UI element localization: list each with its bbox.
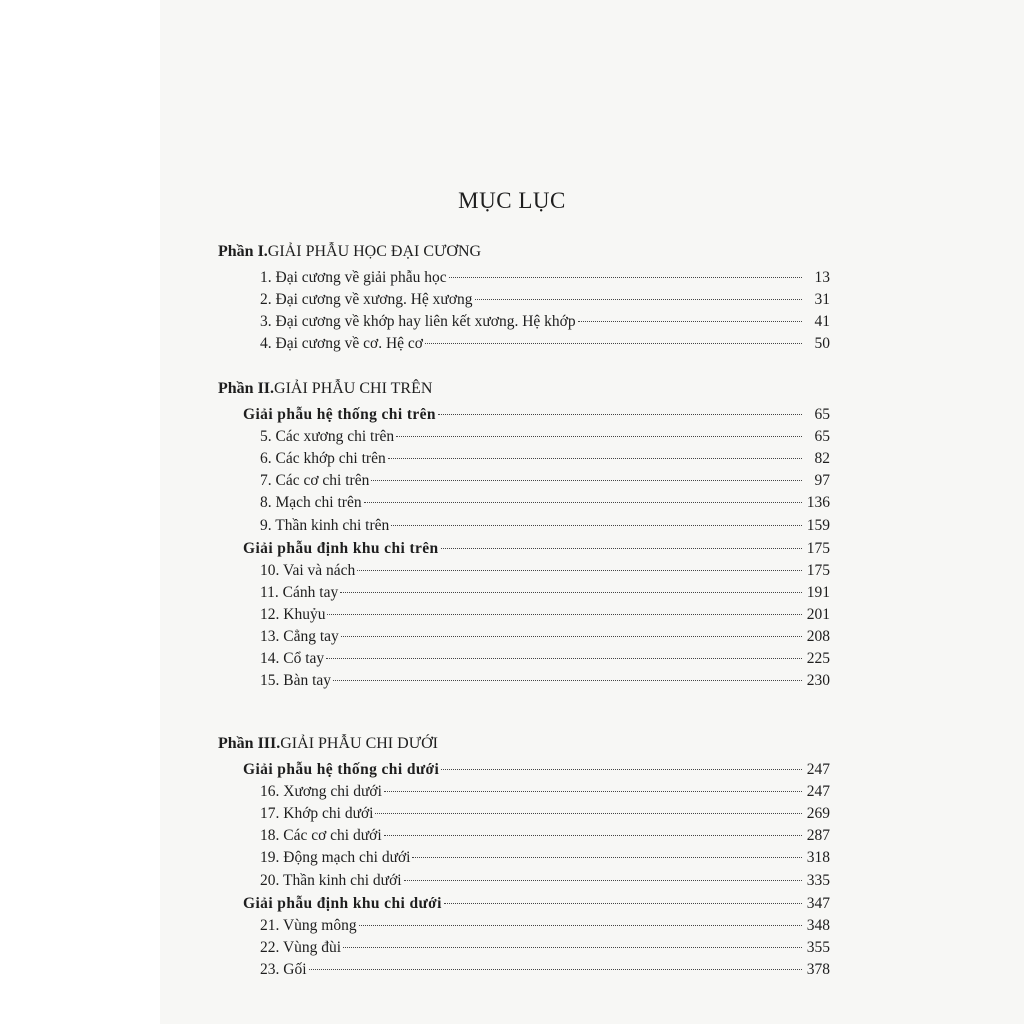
dot-leader bbox=[309, 969, 803, 970]
dot-leader bbox=[375, 813, 802, 814]
dot-leader bbox=[327, 614, 802, 615]
page-number: 50 bbox=[814, 335, 830, 353]
entry-label: 1. Đại cương về giải phẫu học bbox=[260, 269, 447, 286]
entry-label: 11. Cánh tay bbox=[260, 583, 339, 601]
chapter-entry[interactable] bbox=[260, 627, 830, 647]
dot-leader bbox=[333, 680, 802, 681]
page-number: 175 bbox=[806, 539, 830, 557]
page-number: 208 bbox=[806, 628, 830, 645]
page-number: 335 bbox=[806, 871, 830, 889]
dot-leader bbox=[578, 321, 802, 322]
page-number: 225 bbox=[806, 650, 830, 668]
entry-label: 2. Đại cương về xương. Hệ xương bbox=[260, 291, 473, 309]
dot-leader bbox=[341, 636, 802, 637]
dot-leader bbox=[388, 458, 802, 459]
chapter-entry[interactable] bbox=[260, 649, 830, 669]
entry-label: Giải phẫu hệ thống chi trên bbox=[243, 406, 436, 423]
page-title: MỤC LỤC bbox=[458, 188, 566, 213]
dot-leader bbox=[412, 857, 802, 858]
page-number: 347 bbox=[806, 894, 830, 912]
part-prefix: Phần III. bbox=[218, 735, 281, 752]
entry-label: 23. Gối bbox=[260, 960, 307, 978]
page-number: 348 bbox=[806, 916, 830, 934]
part-title: GIẢI PHẪU HỌC ĐẠI CƯƠNG bbox=[267, 243, 482, 260]
entry-label: 17. Khớp chi dưới bbox=[260, 805, 374, 823]
part-prefix: Phần II. bbox=[218, 380, 275, 397]
page-number: 201 bbox=[806, 605, 830, 623]
part-prefix: Phần I. bbox=[218, 243, 268, 260]
section-entry[interactable] bbox=[243, 760, 830, 780]
entry-label: 14. Cổ tay bbox=[260, 650, 325, 668]
dot-leader bbox=[371, 480, 802, 481]
entry-label: 4. Đại cương về cơ. Hệ cơ bbox=[260, 335, 423, 353]
dot-leader bbox=[475, 299, 802, 300]
entry-label: 6. Các khớp chi trên bbox=[260, 450, 386, 468]
chapter-entry[interactable] bbox=[260, 312, 830, 332]
page-number: 31 bbox=[814, 291, 830, 309]
chapter-entry[interactable] bbox=[260, 583, 830, 603]
dot-leader bbox=[449, 277, 802, 278]
page-number: 159 bbox=[806, 516, 830, 534]
dot-leader bbox=[404, 880, 802, 881]
page-number: 65 bbox=[814, 428, 830, 446]
page-number: 318 bbox=[806, 849, 830, 867]
page-number: 355 bbox=[806, 938, 830, 956]
part-heading bbox=[218, 734, 438, 754]
entry-label: 5. Các xương chi trên bbox=[260, 428, 395, 446]
page-number: 247 bbox=[806, 783, 830, 801]
page-number: 175 bbox=[806, 561, 830, 579]
entry-label: 9. Thần kinh chi trên bbox=[260, 516, 390, 534]
dot-leader bbox=[359, 925, 802, 926]
page-number: 191 bbox=[806, 583, 830, 601]
section-entry[interactable] bbox=[243, 405, 830, 425]
entry-label: 12. Khuỷu bbox=[260, 605, 326, 623]
entry-label: Giải phẫu định khu chi dưới bbox=[243, 894, 442, 912]
chapter-entry[interactable] bbox=[260, 871, 830, 891]
dot-leader bbox=[441, 548, 802, 549]
part-title: GIẢI PHẪU CHI DƯỚI bbox=[280, 735, 438, 752]
dot-leader bbox=[343, 947, 802, 948]
part-title: GIẢI PHẪU CHI TRÊN bbox=[274, 380, 433, 397]
chapter-entry[interactable] bbox=[260, 671, 830, 691]
entry-label: 8. Mạch chi trên bbox=[260, 494, 362, 512]
chapter-entry[interactable] bbox=[260, 826, 830, 846]
entry-label: 3. Đại cương về khớp hay liên kết xương. Hệ khớp bbox=[260, 313, 576, 331]
page-number: 269 bbox=[806, 805, 830, 823]
chapter-entry[interactable] bbox=[260, 290, 830, 310]
dot-leader bbox=[340, 592, 802, 593]
entry-label: 10. Vai và nách bbox=[260, 561, 356, 579]
dot-leader bbox=[444, 903, 802, 904]
chapter-entry[interactable] bbox=[260, 605, 830, 625]
chapter-entry[interactable] bbox=[260, 804, 830, 824]
page-number: 230 bbox=[806, 672, 830, 690]
entry-label: 19. Động mạch chi dưới bbox=[260, 849, 411, 867]
entry-label: 18. Các cơ chi dưới bbox=[260, 827, 382, 845]
dot-leader bbox=[326, 658, 802, 659]
entry-label: 21. Vùng mông bbox=[260, 916, 357, 934]
chapter-entry[interactable] bbox=[260, 960, 830, 980]
chapter-entry[interactable] bbox=[260, 268, 830, 288]
chapter-entry[interactable] bbox=[260, 449, 830, 469]
page-number: 97 bbox=[814, 472, 830, 490]
page-number: 287 bbox=[806, 827, 830, 845]
dot-leader bbox=[438, 414, 802, 415]
chapter-entry[interactable] bbox=[260, 334, 830, 354]
dot-leader bbox=[441, 769, 802, 770]
entry-label: Giải phẫu định khu chi trên bbox=[243, 539, 439, 557]
chapter-entry[interactable] bbox=[260, 471, 830, 491]
dot-leader bbox=[357, 570, 802, 571]
section-entry[interactable] bbox=[243, 539, 830, 559]
dot-leader bbox=[364, 502, 802, 503]
page-number: 247 bbox=[806, 761, 830, 778]
chapter-entry[interactable] bbox=[260, 516, 830, 536]
part-heading bbox=[218, 379, 432, 399]
entry-label: 15. Bàn tay bbox=[260, 672, 332, 690]
entry-label: Giải phẫu hệ thống chi dưới bbox=[243, 761, 440, 778]
chapter-entry[interactable] bbox=[260, 427, 830, 447]
entry-label: 20. Thần kinh chi dưới bbox=[260, 871, 402, 889]
section-entry[interactable] bbox=[243, 894, 830, 914]
chapter-entry[interactable] bbox=[260, 493, 830, 513]
page-number: 378 bbox=[806, 960, 830, 978]
entry-label: 16. Xương chi dưới bbox=[260, 783, 382, 801]
page-number: 136 bbox=[806, 494, 830, 512]
dot-leader bbox=[384, 791, 802, 792]
page-number: 41 bbox=[814, 313, 830, 331]
entry-label: 13. Cẳng tay bbox=[260, 628, 339, 645]
chapter-entry[interactable] bbox=[260, 848, 830, 868]
dot-leader bbox=[425, 343, 802, 344]
chapter-entry[interactable] bbox=[260, 938, 830, 958]
page-number: 65 bbox=[814, 406, 830, 423]
chapter-entry[interactable] bbox=[260, 916, 830, 936]
chapter-entry[interactable] bbox=[260, 782, 830, 802]
entry-label: 22. Vùng đùi bbox=[260, 938, 342, 956]
entry-label: 7. Các cơ chi trên bbox=[260, 472, 370, 490]
dot-leader bbox=[396, 436, 802, 437]
page-number: 82 bbox=[814, 450, 830, 468]
dot-leader bbox=[384, 835, 802, 836]
page-number: 13 bbox=[814, 269, 830, 286]
part-heading bbox=[218, 242, 481, 262]
dot-leader bbox=[391, 525, 802, 526]
chapter-entry[interactable] bbox=[260, 561, 830, 581]
